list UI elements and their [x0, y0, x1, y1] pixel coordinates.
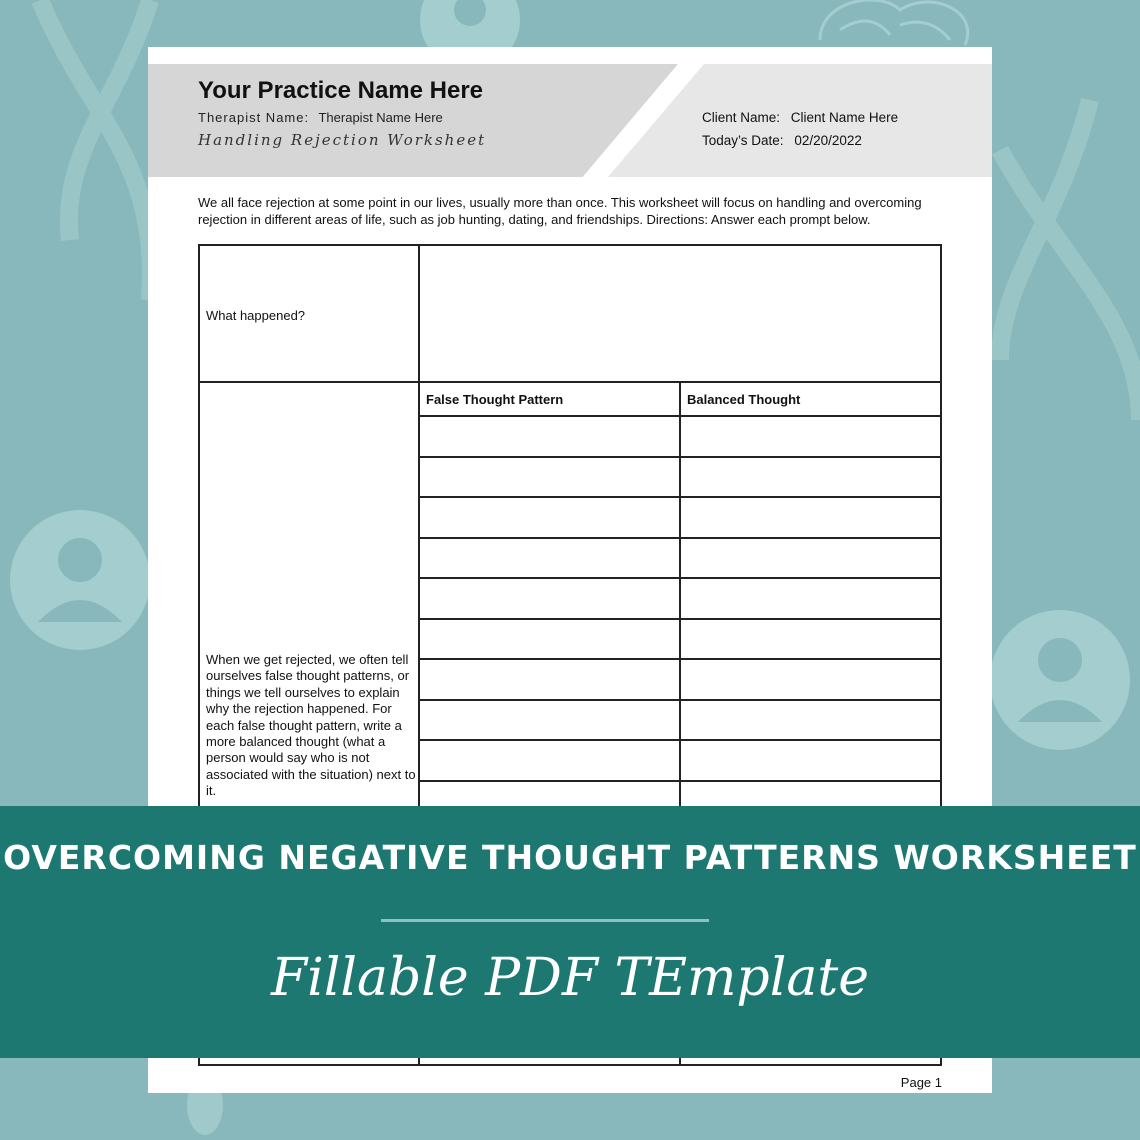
person-icon — [10, 510, 150, 650]
row-divider — [420, 456, 940, 458]
brain-icon — [820, 0, 968, 45]
client-label: Client Name: — [702, 110, 781, 125]
client-name-field[interactable]: Client Name Here — [790, 110, 899, 125]
therapist-line — [198, 110, 443, 125]
banner-subtitle: Fillable PDF TEmplate — [270, 948, 870, 1008]
person-icon — [990, 610, 1130, 750]
title-banner — [0, 806, 1140, 1058]
row-divider — [420, 496, 940, 498]
column-header-false-thought: False Thought Pattern — [426, 392, 564, 407]
row-divider — [420, 780, 940, 782]
date-field[interactable]: 02/20/2022 — [794, 133, 862, 148]
date-label: Today’s Date: — [702, 133, 784, 148]
banner-title: OVERCOMING NEGATIVE THOUGHT PATTERNS WORKSHEET — [3, 838, 1137, 877]
column-header-balanced-thought: Balanced Thought — [687, 392, 801, 407]
client-line — [702, 110, 898, 125]
row-divider — [420, 618, 940, 620]
banner-divider — [381, 919, 709, 922]
row-divider — [420, 699, 940, 701]
therapist-name-field[interactable]: Therapist Name Here — [318, 110, 443, 125]
row-divider — [420, 577, 940, 579]
row-divider — [420, 658, 940, 660]
table-divider — [200, 381, 940, 383]
worksheet-title: Handling Rejection Worksheet — [198, 131, 487, 149]
row-divider — [420, 739, 940, 741]
question-false-thoughts: When we get rejected, we often tell ourselves false thought patterns, or things we tell ourselves to explain why the rejection happened. For each false thought pattern, write a more balanced thought (what a person would say who is not associated with the situation) next to it. — [206, 652, 416, 799]
therapist-label: Therapist Name: — [198, 110, 310, 125]
intro-text: We all face rejection at some point in our lives, usually more than once. This worksheet will focus on handling and overcoming rejection in different areas of life, such as job hunting, dating, and friendships. Directions: Answer each prompt below. — [198, 195, 922, 227]
date-line — [702, 133, 862, 148]
row-divider — [420, 415, 940, 417]
answer-field-what-happened[interactable] — [422, 248, 938, 379]
practice-name: Your Practice Name Here — [198, 77, 484, 104]
question-what-happened: What happened? — [206, 308, 306, 323]
page-number: Page 1 — [900, 1075, 942, 1090]
row-divider — [420, 537, 940, 539]
